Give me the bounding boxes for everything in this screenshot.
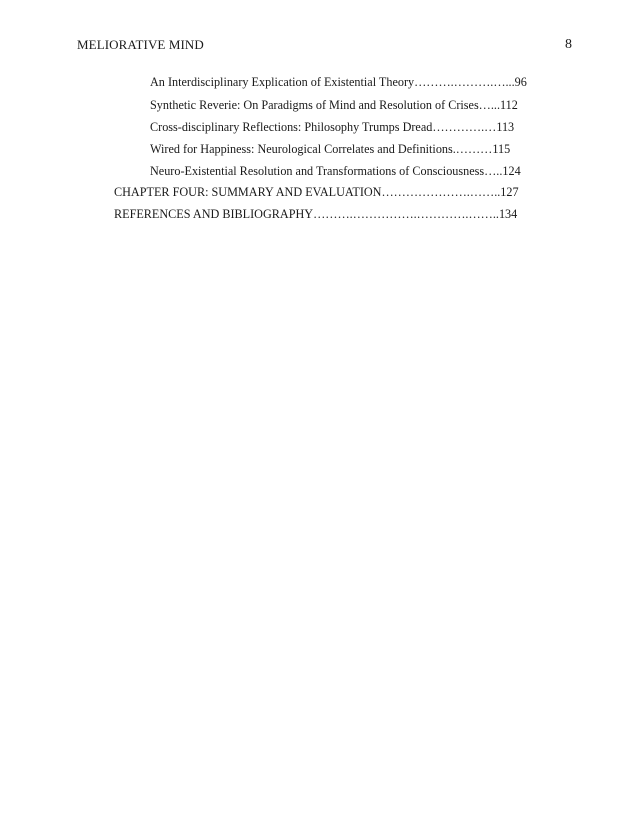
toc-entry-references: REFERENCES AND BIBLIOGRAPHY……….…………….………….……..134	[114, 207, 518, 221]
toc-entry-synthetic-reverie: Synthetic Reverie: On Paradigms of Mind and Resolution of Crises…...112	[150, 98, 518, 112]
page-number: 8	[565, 37, 572, 52]
toc-entry-neuro-existential-resolution: Neuro-Existential Resolution and Transformations of Consciousness…..124	[150, 164, 521, 178]
toc-entry-chapter-four: CHAPTER FOUR: SUMMARY AND EVALUATION………………….……..127	[114, 185, 519, 199]
toc-entry-interdisciplinary-explication: An Interdisciplinary Explication of Existential Theory……….……….…...96	[150, 75, 527, 89]
toc-entry-wired-for-happiness: Wired for Happiness: Neurological Correlates and Definitions.………115	[150, 142, 511, 156]
toc-entry-cross-disciplinary-reflections: Cross-disciplinary Reflections: Philosophy Trumps Dread………….…113	[150, 120, 515, 134]
running-head: MELIORATIVE MIND	[77, 37, 204, 52]
